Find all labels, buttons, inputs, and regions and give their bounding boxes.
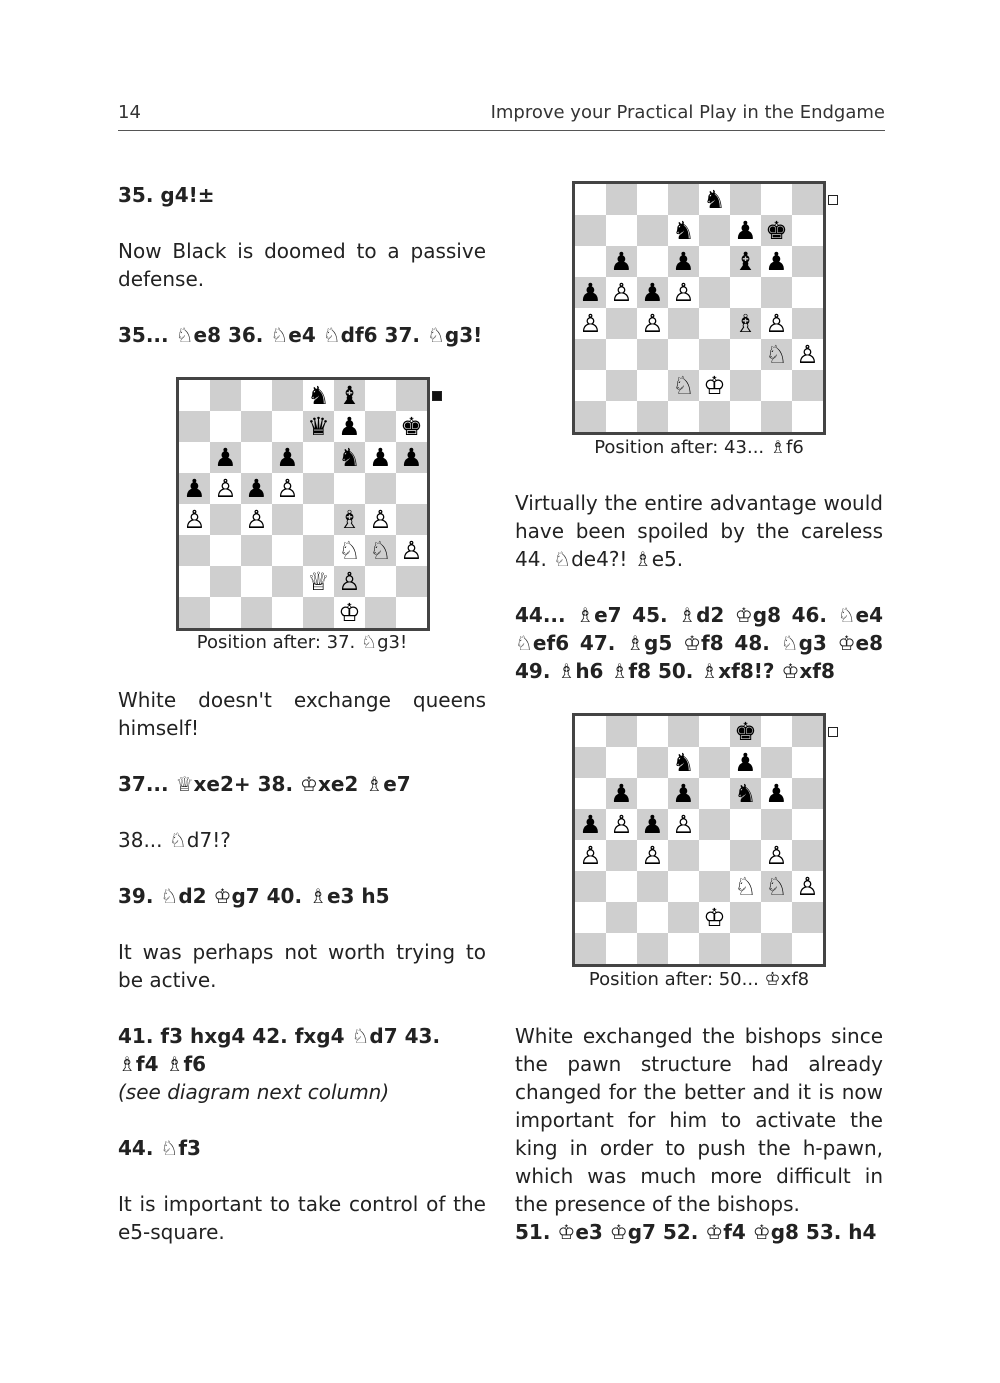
chess-board <box>572 181 826 435</box>
square-d3 <box>272 535 303 566</box>
move-text: 41. f3 hxg4 42. fxg4 ♘d7 43. ♗f4 ♗f6 <box>118 1024 441 1076</box>
chess-piece: ♝ <box>734 247 757 276</box>
square-g3 <box>761 871 792 902</box>
square-e7 <box>699 747 730 778</box>
square-c3 <box>637 871 668 902</box>
chess-piece: ♟ <box>734 748 757 777</box>
square-f2 <box>334 566 365 597</box>
square-g8 <box>761 716 792 747</box>
square-c5 <box>241 473 272 504</box>
chess-piece: ♙ <box>641 309 664 338</box>
commentary-text: White exchanged the bishops since the pawn structure had already changed for the better and it is now important for him to activate the king in order to push the h-pawn, which was much more difficult in the presence of the bishops. <box>515 1024 883 1216</box>
move-text: 44... ♗e7 45. ♗d2 ♔g8 46. ♘e4 ♘ef6 47. ♗g5 ♔f8 48. ♘g3 ♔e8 49. ♗h6 ♗f8 50. ♗xf8!? ♔xf8 <box>515 603 883 683</box>
square-c8 <box>637 716 668 747</box>
square-b4 <box>606 308 637 339</box>
square-d8 <box>668 716 699 747</box>
square-b2 <box>606 370 637 401</box>
square-f8 <box>334 380 365 411</box>
square-b3 <box>606 871 637 902</box>
commentary-text: White doesn't exchange queens himself! <box>118 688 486 740</box>
commentary-text: It was perhaps not worth trying to be active. <box>118 940 486 992</box>
square-h5 <box>792 809 823 840</box>
square-d5 <box>272 473 303 504</box>
square-g4 <box>761 840 792 871</box>
square-c5 <box>637 277 668 308</box>
square-e3 <box>699 871 730 902</box>
square-c6 <box>241 442 272 473</box>
chess-piece: ♙ <box>672 278 695 307</box>
chess-piece: ♙ <box>765 309 788 338</box>
square-f1 <box>334 597 365 628</box>
chess-board <box>572 713 826 967</box>
square-e6 <box>303 442 334 473</box>
square-f4 <box>334 504 365 535</box>
square-c5 <box>637 809 668 840</box>
square-f1 <box>730 401 761 432</box>
square-f4 <box>730 308 761 339</box>
square-c7 <box>637 747 668 778</box>
square-g5 <box>761 809 792 840</box>
square-a2 <box>179 566 210 597</box>
chess-piece: ♟ <box>765 247 788 276</box>
square-f6 <box>730 246 761 277</box>
square-g2 <box>365 566 396 597</box>
square-c6 <box>637 246 668 277</box>
square-b6 <box>606 778 637 809</box>
square-g6 <box>365 442 396 473</box>
square-d8 <box>272 380 303 411</box>
chess-piece: ♔ <box>338 598 361 627</box>
square-b8 <box>210 380 241 411</box>
square-h1 <box>792 401 823 432</box>
chess-piece: ♚ <box>765 216 788 245</box>
square-a4 <box>575 840 606 871</box>
square-b6 <box>210 442 241 473</box>
chess-piece: ♞ <box>703 185 726 214</box>
square-c4 <box>637 840 668 871</box>
square-b6 <box>606 246 637 277</box>
square-h7 <box>792 747 823 778</box>
square-e2 <box>303 566 334 597</box>
square-e7 <box>303 411 334 442</box>
square-h6 <box>396 442 427 473</box>
square-f5 <box>730 809 761 840</box>
square-d4 <box>668 840 699 871</box>
square-e4 <box>303 504 334 535</box>
square-c7 <box>241 411 272 442</box>
square-c1 <box>637 933 668 964</box>
chess-piece: ♘ <box>765 872 788 901</box>
chess-piece: ♘ <box>338 536 361 565</box>
square-e5 <box>699 277 730 308</box>
square-h2 <box>396 566 427 597</box>
square-c2 <box>637 370 668 401</box>
square-a8 <box>179 380 210 411</box>
chess-piece: ♔ <box>703 371 726 400</box>
square-f7 <box>730 747 761 778</box>
diagram-reference: (see diagram next column) <box>118 1080 390 1104</box>
chess-piece: ♟ <box>610 247 633 276</box>
square-f2 <box>730 902 761 933</box>
square-g6 <box>761 778 792 809</box>
square-c8 <box>241 380 272 411</box>
chess-piece: ♙ <box>641 841 664 870</box>
square-e5 <box>699 809 730 840</box>
square-g1 <box>365 597 396 628</box>
chess-piece: ♟ <box>245 474 268 503</box>
square-e4 <box>699 840 730 871</box>
square-f3 <box>730 339 761 370</box>
square-a5 <box>179 473 210 504</box>
square-h2 <box>792 370 823 401</box>
chess-piece: ♟ <box>400 443 423 472</box>
square-e2 <box>699 370 730 401</box>
square-a1 <box>575 933 606 964</box>
square-g3 <box>761 339 792 370</box>
square-a8 <box>575 184 606 215</box>
chess-piece: ♙ <box>796 340 819 369</box>
square-h4 <box>396 504 427 535</box>
square-h6 <box>792 778 823 809</box>
chess-piece: ♙ <box>765 841 788 870</box>
square-e2 <box>699 902 730 933</box>
square-f3 <box>730 871 761 902</box>
chess-piece: ♙ <box>400 536 423 565</box>
square-g3 <box>365 535 396 566</box>
square-g7 <box>365 411 396 442</box>
square-d6 <box>272 442 303 473</box>
square-a7 <box>179 411 210 442</box>
move-text: 35. g4!± <box>118 183 215 207</box>
square-e3 <box>699 339 730 370</box>
square-a1 <box>179 597 210 628</box>
chess-piece: ♟ <box>672 247 695 276</box>
square-g2 <box>761 370 792 401</box>
square-h4 <box>792 840 823 871</box>
square-f8 <box>730 184 761 215</box>
square-b5 <box>606 277 637 308</box>
square-h4 <box>792 308 823 339</box>
square-g2 <box>761 902 792 933</box>
white-to-move-indicator <box>828 727 838 737</box>
square-d4 <box>272 504 303 535</box>
square-b8 <box>606 716 637 747</box>
square-d7 <box>272 411 303 442</box>
square-f5 <box>730 277 761 308</box>
commentary-text: Virtually the entire advantage would have been spoiled by the careless 44. ♘de4?! ♗e5. <box>515 491 883 571</box>
chess-piece: ♚ <box>400 412 423 441</box>
chess-piece: ♘ <box>765 340 788 369</box>
chess-piece: ♟ <box>579 810 602 839</box>
chess-piece: ♙ <box>796 872 819 901</box>
square-b1 <box>606 933 637 964</box>
square-f8 <box>730 716 761 747</box>
square-d5 <box>668 277 699 308</box>
square-h7 <box>792 215 823 246</box>
diagram-caption: Position after: 37. ♘g3! <box>196 632 408 653</box>
square-a3 <box>575 339 606 370</box>
square-g5 <box>761 277 792 308</box>
square-a6 <box>575 246 606 277</box>
square-a2 <box>575 370 606 401</box>
square-e7 <box>699 215 730 246</box>
chess-piece: ♞ <box>672 748 695 777</box>
square-c4 <box>241 504 272 535</box>
chess-piece: ♙ <box>610 810 633 839</box>
square-e8 <box>699 716 730 747</box>
running-title: Improve your Practical Play in the Endgame <box>490 102 885 123</box>
move-text: 44. ♘f3 <box>118 1136 201 1160</box>
square-g6 <box>761 246 792 277</box>
square-e1 <box>699 401 730 432</box>
commentary-text: Now Black is doomed to a passive defense. <box>118 239 486 291</box>
square-h1 <box>396 597 427 628</box>
chess-piece: ♙ <box>610 278 633 307</box>
square-d7 <box>668 747 699 778</box>
chess-piece: ♞ <box>307 381 330 410</box>
chess-piece: ♙ <box>276 474 299 503</box>
square-d1 <box>272 597 303 628</box>
black-to-move-indicator <box>432 391 442 401</box>
move-text: 37... ♕xe2+ 38. ♔xe2 ♗e7 <box>118 772 411 796</box>
square-g1 <box>761 933 792 964</box>
square-d1 <box>668 401 699 432</box>
square-d3 <box>668 339 699 370</box>
square-a4 <box>575 308 606 339</box>
square-h7 <box>396 411 427 442</box>
chess-piece: ♟ <box>641 810 664 839</box>
chess-piece: ♔ <box>703 903 726 932</box>
square-d3 <box>668 871 699 902</box>
move-text: 35... ♘e8 36. ♘e4 ♘df6 37. ♘g3! <box>118 323 483 347</box>
chess-piece: ♙ <box>183 505 206 534</box>
square-b4 <box>210 504 241 535</box>
square-h6 <box>792 246 823 277</box>
square-c2 <box>637 902 668 933</box>
square-a5 <box>575 277 606 308</box>
square-a6 <box>575 778 606 809</box>
square-b2 <box>210 566 241 597</box>
chess-piece: ♟ <box>183 474 206 503</box>
square-a3 <box>179 535 210 566</box>
chess-piece: ♗ <box>734 309 757 338</box>
square-f3 <box>334 535 365 566</box>
square-g8 <box>761 184 792 215</box>
square-f1 <box>730 933 761 964</box>
square-g5 <box>365 473 396 504</box>
move-text: 39. ♘d2 ♔g7 40. ♗e3 h5 <box>118 884 390 908</box>
square-d8 <box>668 184 699 215</box>
square-b3 <box>210 535 241 566</box>
square-f6 <box>334 442 365 473</box>
chess-piece: ♘ <box>734 872 757 901</box>
square-d2 <box>668 902 699 933</box>
chess-piece: ♞ <box>734 779 757 808</box>
commentary-text: It is important to take control of the e5-square. <box>118 1192 486 1244</box>
square-b7 <box>606 215 637 246</box>
square-g8 <box>365 380 396 411</box>
chess-piece: ♞ <box>338 443 361 472</box>
square-c4 <box>637 308 668 339</box>
square-e1 <box>699 933 730 964</box>
square-a3 <box>575 871 606 902</box>
square-a2 <box>575 902 606 933</box>
square-c3 <box>241 535 272 566</box>
chess-piece: ♟ <box>672 779 695 808</box>
chess-piece: ♙ <box>369 505 392 534</box>
chess-piece: ♙ <box>579 309 602 338</box>
square-b5 <box>210 473 241 504</box>
square-e6 <box>699 778 730 809</box>
square-a1 <box>575 401 606 432</box>
move-text: 51. ♔e3 ♔g7 52. ♔f4 ♔g8 53. h4 <box>515 1220 877 1244</box>
square-b8 <box>606 184 637 215</box>
square-h8 <box>792 184 823 215</box>
square-b7 <box>210 411 241 442</box>
chess-piece: ♚ <box>734 717 757 746</box>
chess-piece: ♟ <box>734 216 757 245</box>
square-e3 <box>303 535 334 566</box>
square-b2 <box>606 902 637 933</box>
square-a7 <box>575 215 606 246</box>
square-g4 <box>761 308 792 339</box>
square-b7 <box>606 747 637 778</box>
chess-board <box>176 377 430 631</box>
chess-piece: ♘ <box>672 371 695 400</box>
square-a6 <box>179 442 210 473</box>
chess-piece: ♟ <box>276 443 299 472</box>
chess-piece: ♙ <box>672 810 695 839</box>
chess-piece: ♟ <box>610 779 633 808</box>
square-h8 <box>792 716 823 747</box>
square-g7 <box>761 215 792 246</box>
square-d2 <box>272 566 303 597</box>
square-f5 <box>334 473 365 504</box>
square-f6 <box>730 778 761 809</box>
square-e8 <box>303 380 334 411</box>
square-a7 <box>575 747 606 778</box>
square-h2 <box>792 902 823 933</box>
square-g1 <box>761 401 792 432</box>
square-c1 <box>241 597 272 628</box>
diagram-caption: Position after: 50... ♔xf8 <box>588 969 810 990</box>
square-a4 <box>179 504 210 535</box>
square-c6 <box>637 778 668 809</box>
chess-piece: ♞ <box>672 216 695 245</box>
chess-piece: ♟ <box>641 278 664 307</box>
square-c7 <box>637 215 668 246</box>
square-h3 <box>396 535 427 566</box>
square-g4 <box>365 504 396 535</box>
chess-piece: ♙ <box>338 567 361 596</box>
square-b3 <box>606 339 637 370</box>
square-h3 <box>792 339 823 370</box>
square-h8 <box>396 380 427 411</box>
square-c3 <box>637 339 668 370</box>
square-d5 <box>668 809 699 840</box>
square-h3 <box>792 871 823 902</box>
square-c8 <box>637 184 668 215</box>
square-f4 <box>730 840 761 871</box>
chess-piece: ♝ <box>338 381 361 410</box>
chess-piece: ♟ <box>214 443 237 472</box>
square-f7 <box>334 411 365 442</box>
square-d2 <box>668 370 699 401</box>
square-c1 <box>637 401 668 432</box>
chess-piece: ♘ <box>369 536 392 565</box>
chess-piece: ♙ <box>579 841 602 870</box>
chess-piece: ♙ <box>214 474 237 503</box>
square-h5 <box>792 277 823 308</box>
square-a5 <box>575 809 606 840</box>
page-header <box>118 98 885 131</box>
chess-piece: ♟ <box>765 779 788 808</box>
square-f2 <box>730 370 761 401</box>
chess-piece: ♟ <box>338 412 361 441</box>
chess-piece: ♙ <box>245 505 268 534</box>
chess-piece: ♟ <box>369 443 392 472</box>
square-e6 <box>699 246 730 277</box>
page-number: 14 <box>118 102 141 123</box>
square-c2 <box>241 566 272 597</box>
square-b4 <box>606 840 637 871</box>
square-a8 <box>575 716 606 747</box>
chess-piece: ♕ <box>307 567 330 596</box>
square-d1 <box>668 933 699 964</box>
square-d6 <box>668 778 699 809</box>
chess-piece: ♛ <box>307 412 330 441</box>
square-d6 <box>668 246 699 277</box>
square-e4 <box>699 308 730 339</box>
chess-piece: ♟ <box>579 278 602 307</box>
white-to-move-indicator <box>828 195 838 205</box>
square-e1 <box>303 597 334 628</box>
square-h5 <box>396 473 427 504</box>
square-d7 <box>668 215 699 246</box>
square-h1 <box>792 933 823 964</box>
square-b1 <box>210 597 241 628</box>
square-b1 <box>606 401 637 432</box>
square-d4 <box>668 308 699 339</box>
diagram-caption: Position after: 43... ♗f6 <box>594 437 804 458</box>
square-g7 <box>761 747 792 778</box>
chess-piece: ♗ <box>338 505 361 534</box>
commentary-text: 38... ♘d7!? <box>118 828 231 852</box>
square-b5 <box>606 809 637 840</box>
square-e8 <box>699 184 730 215</box>
square-e5 <box>303 473 334 504</box>
square-f7 <box>730 215 761 246</box>
